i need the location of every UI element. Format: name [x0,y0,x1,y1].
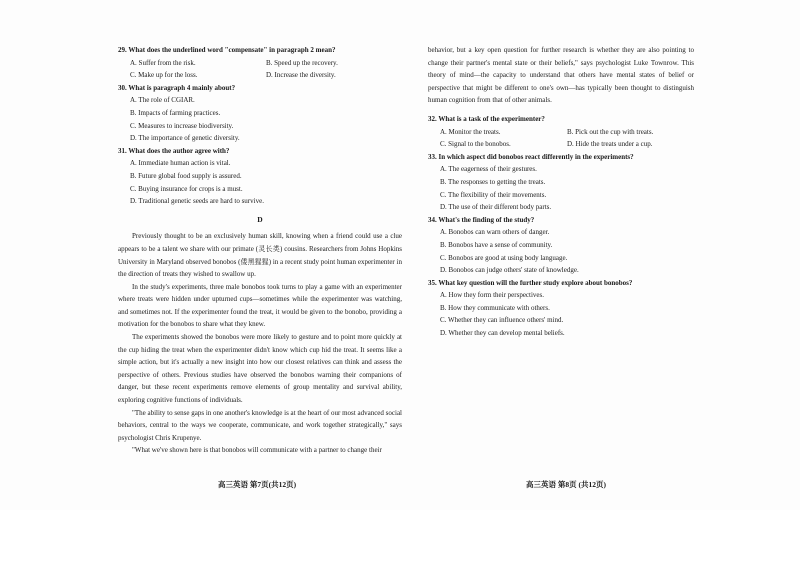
question-33-stem: 33. In which aspect did bonobos react differently in the experiments? [428,152,634,161]
option-32b: B. Pick out the cup with treats. [567,127,654,136]
option-35b: B. How they communicate with others. [440,303,550,312]
option-31a: A. Immediate human action is vital. [130,159,231,168]
question-29-stem: 29. What does the underlined word "compensate" in paragraph 2 mean? [118,46,336,54]
option-33c: C. The flexibility of their movements. [440,190,547,199]
option-29d: D. Increase the diversity. [266,71,336,80]
option-29a: A. Suffer from the risk. [130,58,196,67]
option-32a: A. Monitor the treats. [440,127,501,136]
page-footer-right: 高三英语 第8页 (共12页) [526,480,606,489]
question-31-stem: 31. What does the author agree with? [118,146,230,155]
option-29b: B. Speed up the recovery. [266,58,338,67]
option-31b: B. Future global food supply is assured. [130,171,242,180]
question-29-options [130,57,402,82]
passage-paragraph-2: In the study's experiments, three male bonobos took turns to play a game with an experimenter where treats were hidden under upturned cups—sometimes while the experimenter was watching, and sometimes not. If the experimenter found the treat, it would be given to the bonobo, providing a motivation for the bonobos to share what they knew. [118,282,402,329]
option-32c: C. Signal to the bonobos. [440,140,511,149]
option-30a: A. The role of CGIAR. [130,96,195,105]
option-34a: A. Bonobos can warn others of danger. [440,228,550,237]
option-33a: A. The eagerness of their gestures. [440,165,537,174]
right-column [428,44,694,340]
option-30d: D. The importance of genetic diversity. [130,134,240,143]
passage-continuation: behavior, but a key open question for further research is whether they are also pointing to change their partner's mental state or their beliefs," says psychologist Luke Townrow. This theory of mind—the capacity to understand that others have mental states of belief or perspective that might be different to one's own—has typically been thought to distinguish human cognition from that of other animals. [428,46,694,105]
question-35-stem: 35. What key question will the further study explore about bonobos? [428,278,633,287]
passage-paragraph-5: "What we've shown here is that bonobos will communicate with a partner to change their [132,446,382,455]
option-34d: D. Bonobos can judge others' state of knowledge. [440,266,579,275]
left-column [118,44,402,457]
option-29c: C. Make up for the loss. [130,71,198,80]
passage-paragraph-1: Previously thought to be an exclusively human skill, knowing when a friend could use a clue appears to be a talent we share with our primate (灵长类) cousins. Researchers from Johns Hopkins University in Maryland observed bonobos (倭黑猩猩) in a recent study point human experimenter in the direction of treats they wished to swallow up. [118,232,402,279]
option-31d: D. Traditional genetic seeds are hard to survive. [130,197,264,206]
question-34-stem: 34. What's the finding of the study? [428,215,535,224]
option-34c: C. Bonobos are good at using body language. [440,253,568,262]
section-heading: D [257,214,263,224]
option-35a: A. How they form their perspectives. [440,291,544,300]
question-30-stem: 30. What is paragraph 4 mainly about? [118,83,236,92]
option-35c: C. Whether they can influence others' mind. [440,316,564,325]
question-32-options [440,126,694,151]
page-footer-left: 高三英语 第7页(共12页) [218,480,297,489]
option-34b: B. Bonobos have a sense of community. [440,240,553,249]
option-32d: D. Hide the treats under a cup. [567,140,653,149]
option-30b: B. Impacts of farming practices. [130,108,221,117]
option-33d: D. The use of their different body parts. [440,203,552,212]
option-31c: C. Buying insurance for crops is a must. [130,184,243,193]
option-33b: B. The responses to getting the treats. [440,177,546,186]
page-margin [0,510,800,566]
question-32-stem: 32. What is a task of the experimenter? [428,114,545,123]
option-30c: C. Measures to increase biodiversity. [130,121,234,130]
option-35d: D. Whether they can develop mental beliefs. [440,329,565,338]
passage-paragraph-4: "The ability to sense gaps in one another's knowledge is at the heart of our most advanced social behaviors, central to the ways we cooperate, communicate, and work together strategically," says psychologist Chris Krupenye. [118,408,402,442]
passage-paragraph-3: The experiments showed the bonobos were more likely to gesture and to point more quickly at the cup hiding the treat when the experimenter didn't know which cup hid the treat. It seems like a simple action, but it's actually a new insight into how our closest relatives can think and assess the perspective of others. Previous studies have observed the bonobos warning their companions of danger, but these recent experiments remove elements of group mentality and survival ability, exploring cognitive functions of individuals. [118,333,402,405]
